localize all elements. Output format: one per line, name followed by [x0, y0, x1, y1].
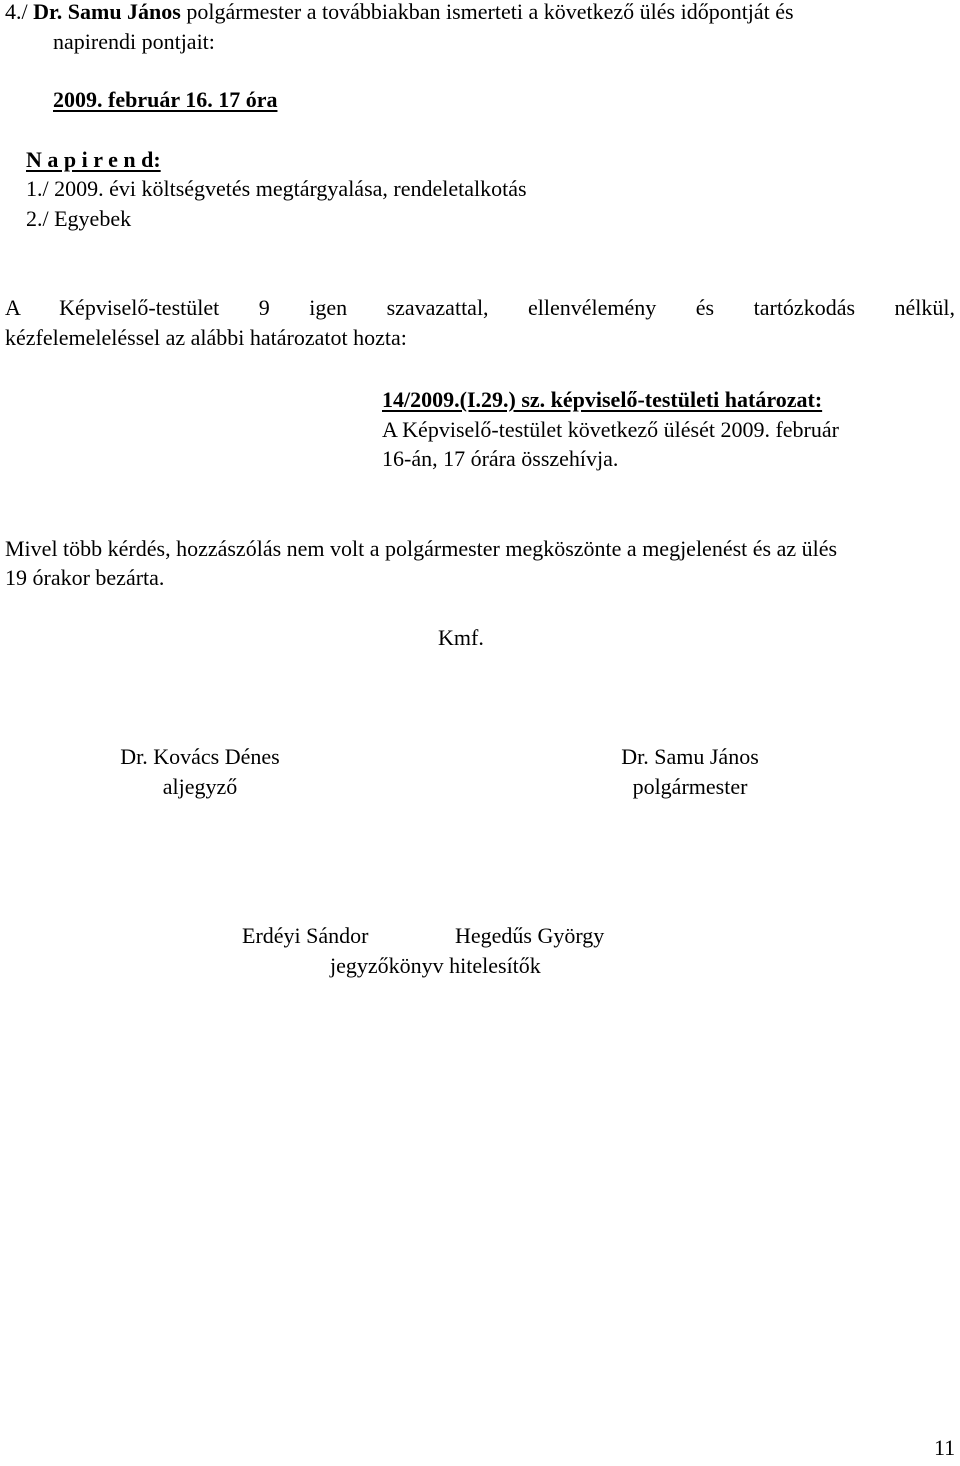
- witness-2-name: Hegedűs György: [455, 923, 605, 948]
- page-number: 11: [934, 1435, 956, 1460]
- signer-name: Dr. Samu János: [621, 744, 759, 769]
- item-4-line-1: [5, 0, 794, 26]
- item-4-text: polgármester a továbbiakban ismerteti a következő ülés időpontját és: [180, 0, 794, 24]
- item-4-line-2: napirendi pontjait:: [53, 29, 215, 54]
- signature-right: [580, 742, 800, 802]
- vote-line-2: kézfelemeleléssel az alábbi határozatot hozta:: [5, 325, 407, 350]
- signer-title: polgármester: [632, 774, 748, 799]
- mayor-name: Dr. Samu János: [33, 0, 181, 24]
- resolution-line-1: A Képviselő-testület következő ülését 2009. február: [382, 417, 839, 442]
- agenda-item: 1./ 2009. évi költségvetés megtárgyalása, rendeletalkotás: [26, 176, 527, 201]
- signer-name: Dr. Kovács Dénes: [120, 744, 280, 769]
- signature-left: [90, 742, 310, 802]
- meeting-date: 2009. február 16. 17 óra: [53, 87, 278, 112]
- item-number: 4./: [5, 0, 28, 24]
- closing-line-2: 19 órakor bezárta.: [5, 565, 165, 590]
- agenda-item: 2./ Egyebek: [26, 206, 132, 231]
- witness-1-name: Erdéyi Sándor: [242, 923, 369, 948]
- signer-title: aljegyző: [162, 774, 238, 799]
- agenda-heading: N a p i r e n d:: [26, 147, 161, 172]
- resolution-title: 14/2009.(I.29.) sz. képviselő-testületi határozat:: [382, 387, 823, 412]
- kmf: Kmf.: [438, 625, 484, 650]
- vote-line-1: A Képviselő-testület 9 igen szavazattal, ellenvélemény és tartózkodás nélkül,: [5, 295, 955, 320]
- witness-title: jegyzőkönyv hitelesítők: [330, 953, 541, 978]
- resolution-line-2: 16-án, 17 órára összehívja.: [382, 446, 619, 471]
- closing-line-1: Mivel több kérdés, hozzászólás nem volt a polgármester megköszönte a megjelenést és az ülés: [5, 536, 838, 561]
